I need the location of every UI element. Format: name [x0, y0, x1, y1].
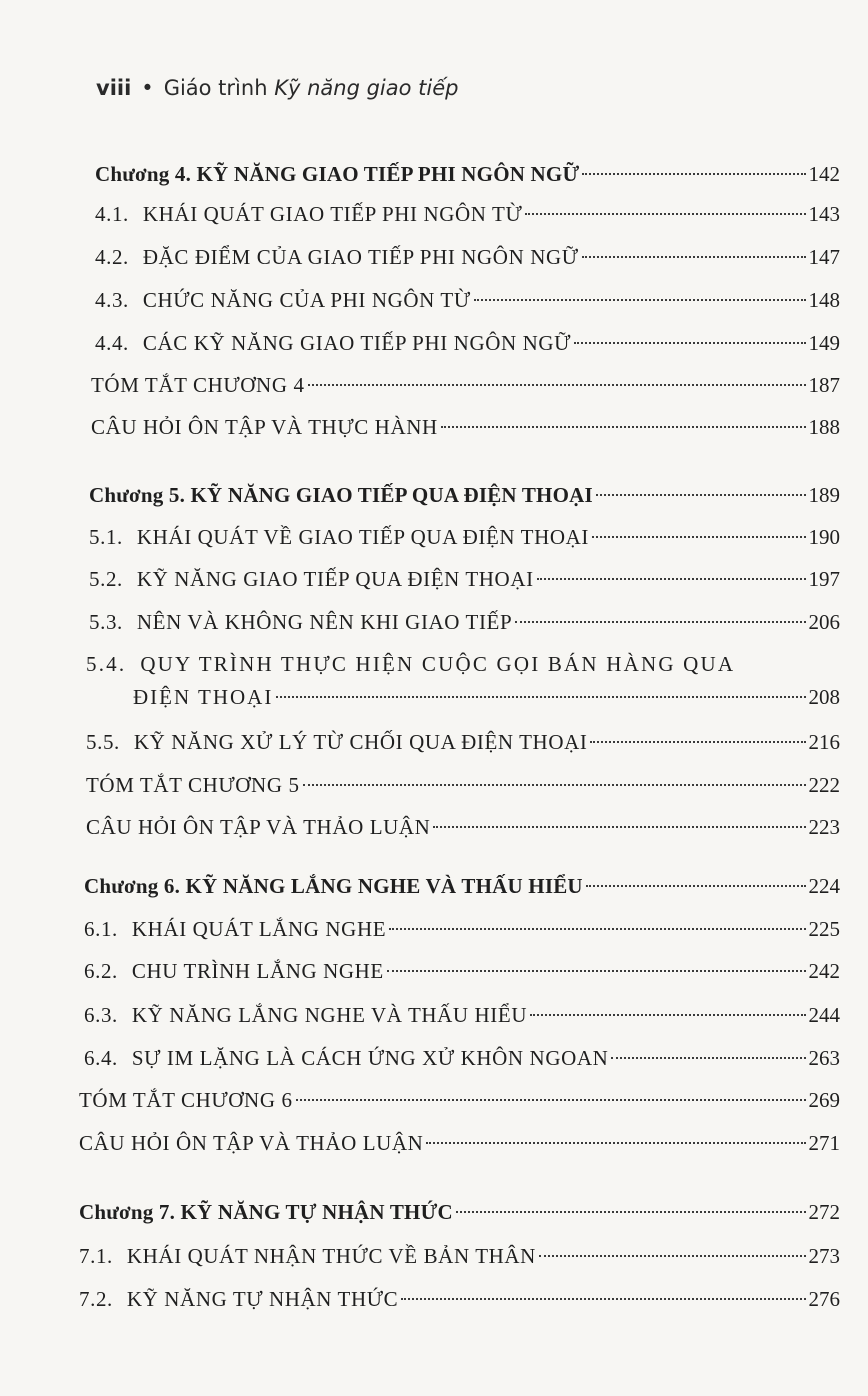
- page-ref: 272: [808, 1200, 840, 1224]
- section-title: KỸ NĂNG TỰ NHẬN THỨC: [126, 1287, 399, 1311]
- leader-dots: [582, 173, 805, 175]
- section-title: CÁC KỸ NĂNG GIAO TIẾP PHI NGÔN NGỮ: [142, 331, 572, 355]
- leader-dots: [574, 342, 805, 344]
- page-ref: 143: [808, 202, 840, 226]
- page-ref: 148: [808, 288, 840, 312]
- toc-entry: [84, 912, 840, 946]
- leader-dots: [303, 784, 806, 786]
- page-ref: 216: [808, 730, 840, 754]
- section-title: KỸ NĂNG GIAO TIẾP QUA ĐIỆN THOẠI: [136, 567, 534, 591]
- leader-dots: [296, 1099, 806, 1101]
- book-title: Kỹ năng giao tiếp: [274, 76, 459, 100]
- leader-dots: [586, 885, 806, 887]
- leader-dots: [389, 928, 805, 930]
- toc-entry: [89, 605, 840, 639]
- section-title: KHÁI QUÁT VỀ GIAO TIẾP QUA ĐIỆN THOẠI: [136, 525, 589, 549]
- section-number: 5.2.: [89, 567, 123, 591]
- leader-dots: [611, 1057, 805, 1059]
- toc-entry: [91, 410, 840, 444]
- leader-dots: [308, 384, 806, 386]
- section-title: TÓM TẮT CHƯƠNG 4: [91, 373, 305, 397]
- page-ref: 244: [808, 1003, 840, 1027]
- section-number: 5.5.: [86, 730, 120, 754]
- leader-dots: [474, 299, 806, 301]
- page-ref: 147: [808, 245, 840, 269]
- page-ref: 187: [808, 373, 840, 397]
- toc-entry: [89, 562, 840, 596]
- toc-entry-wrap-line: [86, 647, 735, 681]
- toc-entry: [84, 998, 840, 1032]
- section-number: 6.3.: [84, 1003, 118, 1027]
- section-number: 7.1.: [79, 1244, 113, 1268]
- page-ref: 276: [808, 1287, 840, 1311]
- section-title: KỸ NĂNG XỬ LÝ TỪ CHỐI QUA ĐIỆN THOẠI: [133, 730, 588, 754]
- section-title: ĐIỆN THOẠI: [133, 685, 274, 709]
- section-number: 6.2.: [84, 959, 118, 983]
- section-number: 4.2.: [95, 245, 129, 269]
- section-number: 6.1.: [84, 917, 118, 941]
- chapter-title: Chương 7. KỸ NĂNG TỰ NHẬN THỨC: [79, 1200, 453, 1224]
- toc-chapter: [89, 478, 840, 512]
- toc-entry: [84, 1041, 840, 1075]
- toc-entry: [86, 810, 840, 844]
- toc-entry: [95, 326, 840, 360]
- leader-dots: [387, 970, 806, 972]
- page-ref: 269: [808, 1088, 840, 1112]
- leader-dots: [401, 1298, 805, 1300]
- section-title: SỰ IM LẶNG LÀ CÁCH ỨNG XỬ KHÔN NGOAN: [131, 1046, 609, 1070]
- section-title: CHỨC NĂNG CỦA PHI NGÔN TỪ: [142, 288, 471, 312]
- chapter-title: Chương 4. KỸ NĂNG GIAO TIẾP PHI NGÔN NGỮ: [95, 162, 580, 186]
- section-title: TÓM TẮT CHƯƠNG 6: [79, 1088, 293, 1112]
- toc-chapter: [84, 869, 840, 903]
- leader-dots: [537, 578, 806, 580]
- toc-chapter: [95, 157, 840, 191]
- leader-dots: [596, 494, 806, 496]
- toc-entry: [84, 954, 840, 988]
- page-ref: 273: [808, 1244, 840, 1268]
- section-title: KỸ NĂNG LẮNG NGHE VÀ THẤU HIỂU: [131, 1003, 528, 1027]
- section-number: 5.1.: [89, 525, 123, 549]
- leader-dots: [539, 1255, 806, 1257]
- leader-dots: [276, 696, 805, 698]
- toc-entry: [133, 680, 840, 714]
- section-title: KHÁI QUÁT GIAO TIẾP PHI NGÔN TỪ: [142, 202, 523, 226]
- header-separator: •: [141, 76, 154, 100]
- toc-entry: [91, 368, 840, 402]
- page-ref: 223: [808, 815, 840, 839]
- leader-dots: [525, 213, 805, 215]
- section-title: KHÁI QUÁT LẮNG NGHE: [131, 917, 387, 941]
- section-number: 7.2.: [79, 1287, 113, 1311]
- leader-dots: [592, 536, 806, 538]
- page-ref: 206: [808, 610, 840, 634]
- section-number: 4.1.: [95, 202, 129, 226]
- section-title: NÊN VÀ KHÔNG NÊN KHI GIAO TIẾP: [136, 610, 513, 634]
- toc-entry: [79, 1282, 840, 1316]
- section-title: CÂU HỎI ÔN TẬP VÀ THỰC HÀNH: [91, 415, 438, 439]
- page-ref: 208: [808, 685, 840, 709]
- toc-entry: [79, 1083, 840, 1117]
- section-title: KHÁI QUÁT NHẬN THỨC VỀ BẢN THÂN: [126, 1244, 536, 1268]
- page-ref: 197: [808, 567, 840, 591]
- section-title: CHU TRÌNH LẮNG NGHE: [131, 959, 384, 983]
- section-title: QUY TRÌNH THỰC HIỆN CUỘC GỌI BÁN HÀNG QUA: [140, 652, 736, 676]
- leader-dots: [515, 621, 805, 623]
- toc-entry: [95, 283, 840, 317]
- toc-entry: [86, 725, 840, 759]
- page-ref: 222: [808, 773, 840, 797]
- leader-dots: [582, 256, 806, 258]
- page-number: viii: [96, 76, 132, 100]
- page-ref: 271: [808, 1131, 840, 1155]
- page-ref: 142: [808, 162, 840, 186]
- leader-dots: [433, 826, 805, 828]
- page-ref: 188: [808, 415, 840, 439]
- toc-entry: [79, 1239, 840, 1273]
- leader-dots: [530, 1014, 805, 1016]
- toc-entry: [79, 1126, 840, 1160]
- leader-dots: [426, 1142, 805, 1144]
- toc-entry: [86, 768, 840, 802]
- chapter-title: Chương 6. KỸ NĂNG LẮNG NGHE VÀ THẤU HIỂU: [84, 874, 583, 898]
- leader-dots: [590, 741, 805, 743]
- toc-entry: [95, 197, 840, 231]
- page-ref: 242: [808, 959, 840, 983]
- section-title: CÂU HỎI ÔN TẬP VÀ THẢO LUẬN: [79, 1131, 424, 1155]
- section-number: 5.4.: [86, 652, 127, 676]
- section-number: 6.4.: [84, 1046, 118, 1070]
- page-ref: 263: [808, 1046, 840, 1070]
- page-ref: 149: [808, 331, 840, 355]
- book-prefix: Giáo trình: [163, 76, 268, 100]
- page-ref: 189: [808, 483, 840, 507]
- section-title: CÂU HỎI ÔN TẬP VÀ THẢO LUẬN: [86, 815, 431, 839]
- section-number: 4.3.: [95, 288, 129, 312]
- page-ref: 190: [808, 525, 840, 549]
- leader-dots: [456, 1211, 806, 1213]
- page-ref: 224: [808, 874, 840, 898]
- section-number: 4.4.: [95, 331, 129, 355]
- page-ref: 225: [808, 917, 840, 941]
- toc-chapter: [79, 1195, 840, 1229]
- toc-entry: [89, 520, 840, 554]
- chapter-title: Chương 5. KỸ NĂNG GIAO TIẾP QUA ĐIỆN THOẠI: [89, 483, 593, 507]
- section-title: ĐẶC ĐIỂM CỦA GIAO TIẾP PHI NGÔN NGỮ: [142, 245, 579, 269]
- section-number: 5.3.: [89, 610, 123, 634]
- section-title: TÓM TẮT CHƯƠNG 5: [86, 773, 300, 797]
- leader-dots: [441, 426, 806, 428]
- toc-entry: [95, 240, 840, 274]
